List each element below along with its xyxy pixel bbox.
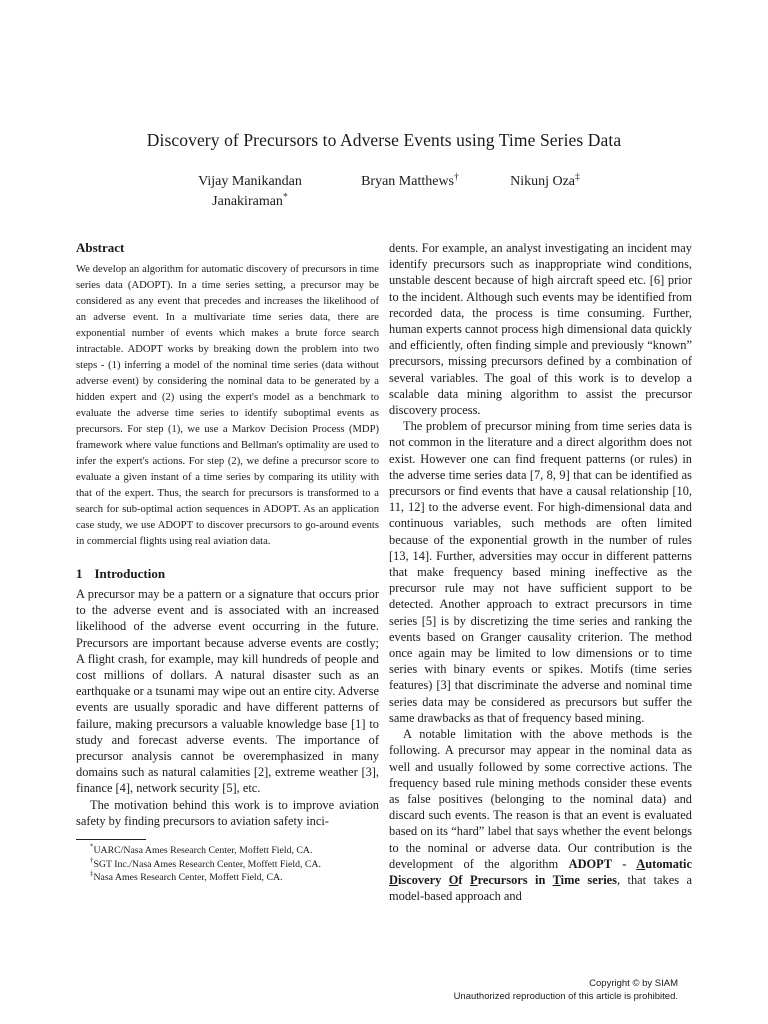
adopt-word-5: ime series <box>560 872 617 887</box>
footnote-2-text: SGT Inc./Nasa Ames Research Center, Moffett Field, CA. <box>93 858 321 870</box>
paper-title: Discovery of Precursors to Adverse Events using Time Series Data <box>146 130 622 150</box>
adopt-word-4: recursors in <box>477 872 546 887</box>
section-number: 1 <box>76 566 83 581</box>
copyright-notice <box>454 977 678 1003</box>
right-column <box>389 240 692 904</box>
abstract-text: We develop an algorithm for automatic discovery of precursors in time series data (ADOPT). In a time series setting, a precursor may be considered as any event that precedes and increases the likelihood of an adverse event. In a multivariate time series data, there are exponential number of events which makes a brute force search intractable. ADOPT works by breaking down the problem into two steps - (1) inferring a model of the nominal time series (data without adverse event) by considering the nominal data to be generated by a hidden expert and (2) using the expert's model as a benchmark to evaluate the adverse time series to identify suboptimal events as precursors. For step (1), we use a Markov Decision Process (MDP) framework where value functions and Bellman's optimality are used to infer the expert's actions. For step (2), we define a precursor score to evaluate a given instant of a time series by comparing its utility with that of the expert. Thus, the search for precursors is transformed to a search for sub-optimal action sequences in ADOPT. As an application case study, we use ADOPT to discover precursors to go-around events in commercial flights using real aviation data. <box>76 264 379 547</box>
author-1-name-line1: Vijay Manikandan <box>198 174 302 189</box>
section-title: Introduction <box>94 566 166 581</box>
adopt-word-2: iscovery <box>397 872 449 887</box>
footnote-1-text: UARC/Nasa Ames Research Center, Moffett Field, CA. <box>93 845 313 857</box>
footnote-3-mark: ‡ <box>90 870 94 878</box>
section-heading-introduction <box>76 566 379 582</box>
author-2 <box>350 172 470 192</box>
author-1 <box>170 172 330 212</box>
footnote-2-mark: † <box>90 857 94 865</box>
adopt-letter-p: P <box>470 872 478 887</box>
author-1-name-line2: Janakiraman <box>212 194 283 209</box>
author-3-name: Nikunj Oza <box>510 174 576 189</box>
adopt-letter-t: T <box>552 872 561 887</box>
abstract-heading: Abstract <box>76 240 125 255</box>
adopt-letter-d: D <box>389 872 398 887</box>
intro-paragraph-2: The motivation behind this work is to improve aviation safety by finding precursors to aviation safety inci- <box>76 797 379 828</box>
right-paragraph-3-text: A notable limitation with the above methods is the following. A precursor may appear in the nominal data as well and usually followed by some corrective actions. The frequency based rule mining methods consider these events as false positives (belonging to the nominal data) and discard such events. The reason is that an event is evaluated based on its “hard” label that says whether the event belongs to the nominal or adverse data. Our contribution is the development of the algorithm <box>389 727 692 871</box>
right-paragraph-2: The problem of precursor mining from time series data is not common in the literature and a direct algorithm does not exist. However one can find frequent patterns (or rules) in the adverse time series data [7, 8, 9] that can be identified as precursors or find events that have a causal relationship [10, 11, 12] to the adverse event. For high-dimensional data and continuous variables, such methods are often limited because of the exponential growth in the number of rules [13, 14]. Further, adversities may occur in different patterns that make frequency based mining ineffective as the precursor rule may not have sufficient support to be detected. Another approach to extract precursors in time series [5] is by discretizing the time series and ranking the events based on Granger causality criterion. The method once again may be limited to low dimensions or to time series with binary events or spikes. Motifs (time series features) [3] that discriminate the adverse and nominal time series data may be considered as precursors but suffer the same drawbacks as that of frequency based mining. <box>389 419 692 725</box>
right-paragraph-3-tail: , that takes a model-based approach and <box>389 872 692 904</box>
adopt-word-1: utomatic <box>645 856 692 871</box>
footnote-2 <box>76 858 379 872</box>
intro-paragraph-1: A precursor may be a pattern or a signature that occurs prior to the adverse event and is associated with an increased likelihood of the adverse event occurring in the future. Precursors are important because adverse events are costly; A flight crash, for example, may kill hundreds of people and cost millions of dollars. A natural disaster such as an earthquake or a tsunami may wipe out an entire city. Adverse events are usually sporadic and have different patterns of failure, making precursors a valuable knowledge base [1] to study and forecast adverse events. The importance of precursor analysis cannot be overemphasized in many domains such as natural calamities [2], extreme weather [3], finance [4], network security [5], etc. <box>76 587 380 796</box>
author-3 <box>500 172 590 192</box>
author-2-name: Bryan Matthews <box>361 174 455 189</box>
left-column <box>76 240 379 885</box>
adopt-word-3: f <box>458 872 470 887</box>
author-3-mark: ‡ <box>575 171 580 183</box>
author-2-mark: † <box>454 171 459 183</box>
right-paragraph-3 <box>389 726 692 904</box>
right-paragraph-1: dents. For example, an analyst investigating an incident may identify precursors such as inappropriate wind conditions, unstable descent because of high aircraft speed etc. [6] prior to the incident. Although such events may be identified from recorded data, the process is time consuming. Further, human experts cannot process high dimensional data quickly and efficiently, often finding simple and previously “known” precursors, missing precursors defined by a combination of several variables. The goal of this work is to develop a scalable data mining algorithm to assist the precursor discovery process. <box>389 241 692 418</box>
footnote-3-text: Nasa Ames Research Center, Moffett Field, CA. <box>93 872 283 884</box>
footnote-3 <box>76 871 379 885</box>
adopt-letter-a: A <box>636 856 646 871</box>
footnote-1 <box>76 844 379 858</box>
copyright-line-1: Copyright © by SIAM <box>589 978 678 989</box>
footnote-1-mark: * <box>90 843 94 851</box>
adopt-prefix: ADOPT - <box>568 856 637 871</box>
author-1-mark: * <box>282 191 288 203</box>
footnote-rule <box>76 839 146 840</box>
copyright-line-2: Unauthorized reproduction of this article is prohibited. <box>453 991 678 1002</box>
adopt-letter-o: O <box>448 872 459 887</box>
